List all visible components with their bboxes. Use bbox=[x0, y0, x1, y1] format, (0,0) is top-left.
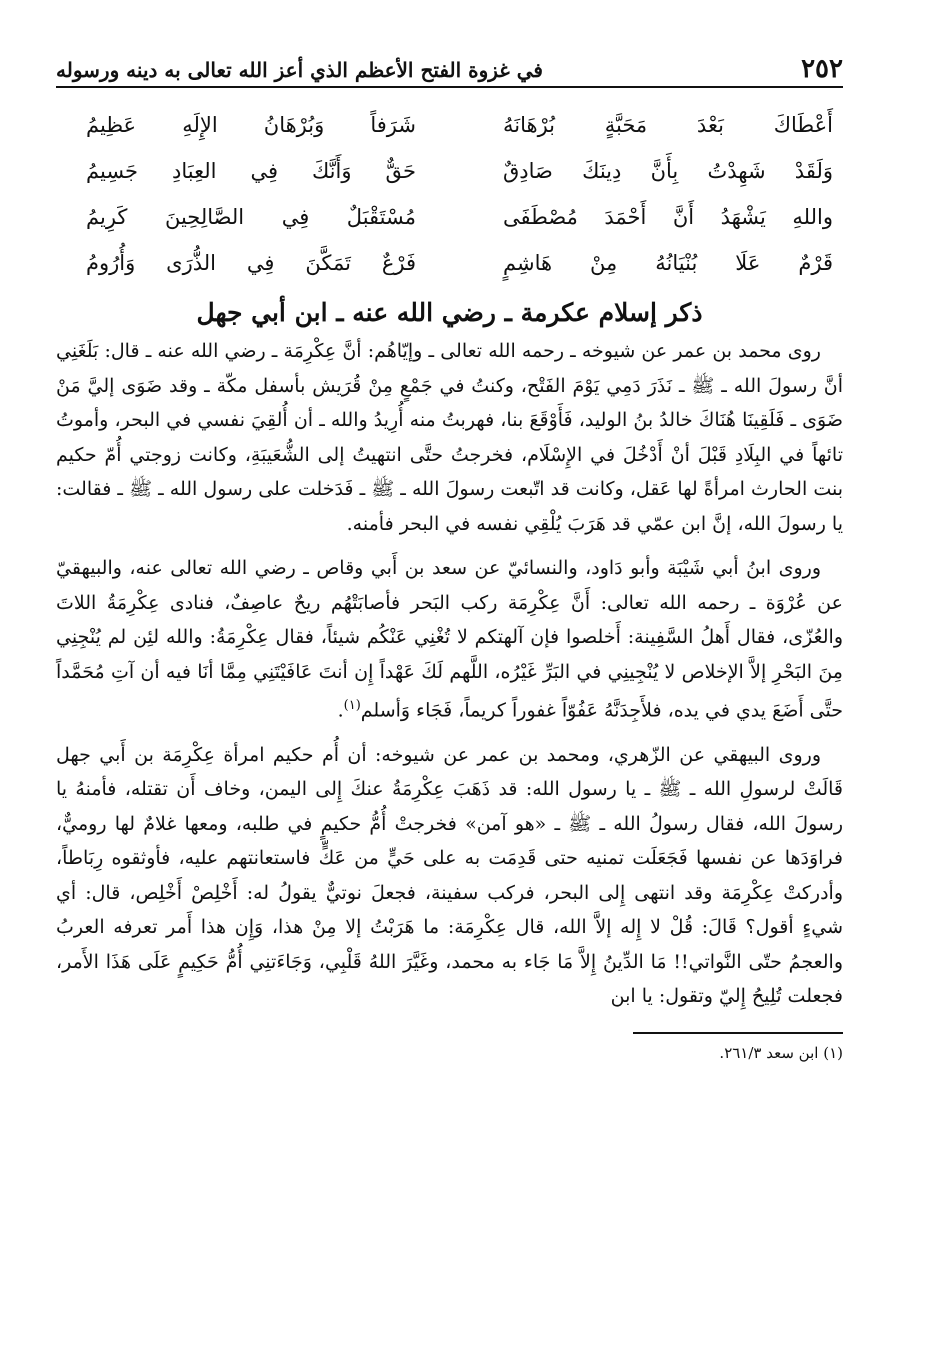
page-header bbox=[56, 36, 843, 88]
paragraph-text: وروى البيهقي عن الزّهري، ومحمد بن عمر عن شيوخه: أن أُم حكيم امرأة عِكْرِمَة بن أَبي جهل قَالَتْ لرسولِ الله ـ ﷺ ـ يا رسول الله: قد ذَهَبَ عِكْرِمَةُ عنكَ إِلى اليمن، وخاف أَن تقتله، فأمنهُ يا رسولَ الله، فقال رسولُ الله ـ ﷺ ـ «هو آمن» فخرجتْ أُمُّ حكيمٍ في طلبه، ومعها غلامٌ لها روميٌّ، فراوَدَها عن نفسها فَجَعَلَت تمنيه حتى قَدِمَت به على حَيٍّ من عَكٍّ فاستعانتهم عليه، فأوثقوه رِبَاطاً، وأدركتْ عِكْرِمَة وقد انتهى إِلى البحر، فركب سفينة، فجعلَ نوتيٌّ يقولُ له: أَخْلِصْ أَخْلِص، قال: أي شيءٍ أقول؟ قَالَ: قُلْ لا إِله إلاَّ الله، قال عِكْرِمَة: ما هَرَبْتُ إلا مِنْ هذا، وَإِن هذا أَمر تعرفه العربُ والعجمُ حتّى النَّواتي!! مَا الدِّينُ إِلاَّ مَا جَاء به محمد، وغَيَّرَ اللهُ قَلْبِي، وَجَاءَتنِي أُمُّ حَكِيمٍ عَلَى هَذَا الأَمر، فجعلت تُلِيحُ إِليّ وتقول: يا ابن bbox=[56, 743, 843, 1008]
paragraph: وروى ابنُ أبي شَيْبَة وأبو دَاود، والنسائيّ عن سعد بن أَبي وقاص ـ رضي الله تعالى عنه، والبيهقيّ عن عُرْوَة ـ رحمه الله تعالى: أَنَّ عِكْرِمَة ركب البَحر فأصابَتْهُم ريحٌ عاصِفٌ، فنادى عِكْرِمَةُ اللاتَ والعُزّى، فقال أَهلُ السَّفِينة: أَخلصوا فإن آلهتكم لا تُغْنِي عَنْكُم شيئاً، فقال عِكْرِمَةُ: والله لئِن لم يُنْجِنِي مِنَ البَحْرِ إلاَّ الإخلاص لا يُنْجِينِي في البَرِّ غَيْرُه، اللَّهم لَكَ عَهْداً إِن أنتَ عَافَيْتَنِي مِمَّا أنَا فيه أن آتِ مُحَمَّداً حتَّى أَضَعَ يدي في يده، فلأَجِدَنَّهُ عَفُوّاً غفوراً كريماً، فَجَاء وَأسلم$^{(١)}$. bbox=[56, 557, 843, 722]
verse-second-hemistich: مُسْتَقْبَلٌ فِي الصَّالِحِينَ كَرِيمُ bbox=[86, 205, 416, 229]
paragraph-text: روى محمد بن عمر عن شيوخه ـ رحمه الله تعالى ـ وإيّاهُم: أنَّ عِكْرِمَة ـ رضي الله عنه ـ قال: بَلَغَنِي أنَّ رسولَ الله ـ ﷺ ـ نَذَرَ دَمِي يَوْمَ الفَتْح، وكنتُ في جَمْعٍ مِنْ قُرَيش بأسفل مكّة ـ وقد ضَوَى إليَّ مَنْ ضَوَى ـ فَلَقِينَا هُنَاكَ خالدُ بنُ الوليد، فَأَوْقَعَ بنا، فهربتُ منه أُرِيدُ والله ـ أن أُلقِيَ نفسي في البحر، وأموتُ تائهاً في البِلَادِ قَبْلَ أنْ أَدْخُلَ في الإِسْلَام، فخرجتُ حتَّى انتهيتُ إلى الشُّعَيبَةِ، وكانت زوجتي أُمّ حكيم بنت الحارث امرأةً لها عَقل، وكانت قد اتّبعت رسولَ الله ـ ﷺ ـ فَدَخلت على رسول الله ـ ﷺ ـ فقالت: يا رسولَ الله، إنَّ ابن عمّي قد هَرَبَ يُلْقِي نفسه في البحر فأمنه. bbox=[56, 340, 843, 535]
poem-verse bbox=[56, 240, 843, 286]
verse-first-hemistich: أَعْطَاكَ بَعْدَ مَحَبَّةٍ بُرْهَانَهُ bbox=[503, 113, 833, 137]
section-title: ذكر إسلام عكرمة ـ رضي الله عنه ـ ابن أبي جهل bbox=[196, 298, 703, 327]
verse-first-hemistich: وَلَقَدْ شَهِدْتُ بِأَنَّ دِينَكَ صَادِقٌ bbox=[503, 159, 833, 183]
verse-second-hemistich: فَرْعٌ تَمَكَّنَ فِي الذُّرَى وَأُرُومُ bbox=[86, 251, 416, 275]
poem-verse bbox=[56, 102, 843, 148]
poem-verse bbox=[56, 194, 843, 240]
footnote-divider bbox=[633, 1032, 843, 1034]
footnote-reference[interactable]: (١) bbox=[343, 698, 361, 713]
paragraph-text: وروى ابنُ أبي شَيْبَة وأبو دَاود، والنسائيّ عن سعد بن أَبي وقاص ـ رضي الله تعالى عنه، والبيهقيّ عن عُرْوَة ـ رحمه الله تعالى: أَنَّ عِكْرِمَة ركب البَحر فأصابَتْهُم ريحٌ عاصِفٌ، فنادى عِكْرِمَةُ اللاتَ والعُزّى، فقال أَهلُ السَّفِينة: أَخلصوا فإن آلهتكم لا تُغْنِي عَنْكُم شيئاً، فقال عِكْرِمَةُ: والله لئِن لم يُنْجِنِي مِنَ البَحْرِ إلاَّ الإخلاص لا يُنْجِينِي في البَرِّ غَيْرُه، اللَّهم لَكَ عَهْداً إِن أنتَ عَافَيْتَنِي مِمَّا أنَا فيه أن آتِ مُحَمَّداً حتَّى أَضَعَ يدي في يده، فلأَجِدَنَّهُ عَفُوّاً غفوراً كريماً، فَجَاء وَأسلم bbox=[56, 557, 843, 722]
paragraph bbox=[56, 738, 843, 1014]
footnote: (١) ابن سعد ٢٦١/٣. bbox=[719, 1043, 843, 1062]
verse-second-hemistich: شَرَفاً وَبُرْهَانُ الإِلَهِ عَظِيمُ bbox=[86, 113, 416, 137]
verse-second-hemistich: حَقٌّ وَأَنَّكَ فِي العِبَادِ جَسِيمُ bbox=[86, 159, 416, 183]
verse-first-hemistich: قَرْمٌ عَلَا بُنْيَانُهُ مِنْ هَاشِمٍ bbox=[503, 251, 833, 275]
page bbox=[56, 36, 843, 1360]
running-title: في غزوة الفتح الأعظم الذي أعز الله تعالى به دينه ورسوله bbox=[56, 58, 543, 82]
verse-first-hemistich: واللهِ يَشْهَدُ أَنَّ أَحْمَدَ مُصْطَفَى bbox=[503, 205, 833, 229]
poem bbox=[56, 102, 843, 286]
paragraph bbox=[56, 334, 843, 541]
page-number: ٢٥٢ bbox=[801, 54, 843, 84]
poem-verse bbox=[56, 148, 843, 194]
